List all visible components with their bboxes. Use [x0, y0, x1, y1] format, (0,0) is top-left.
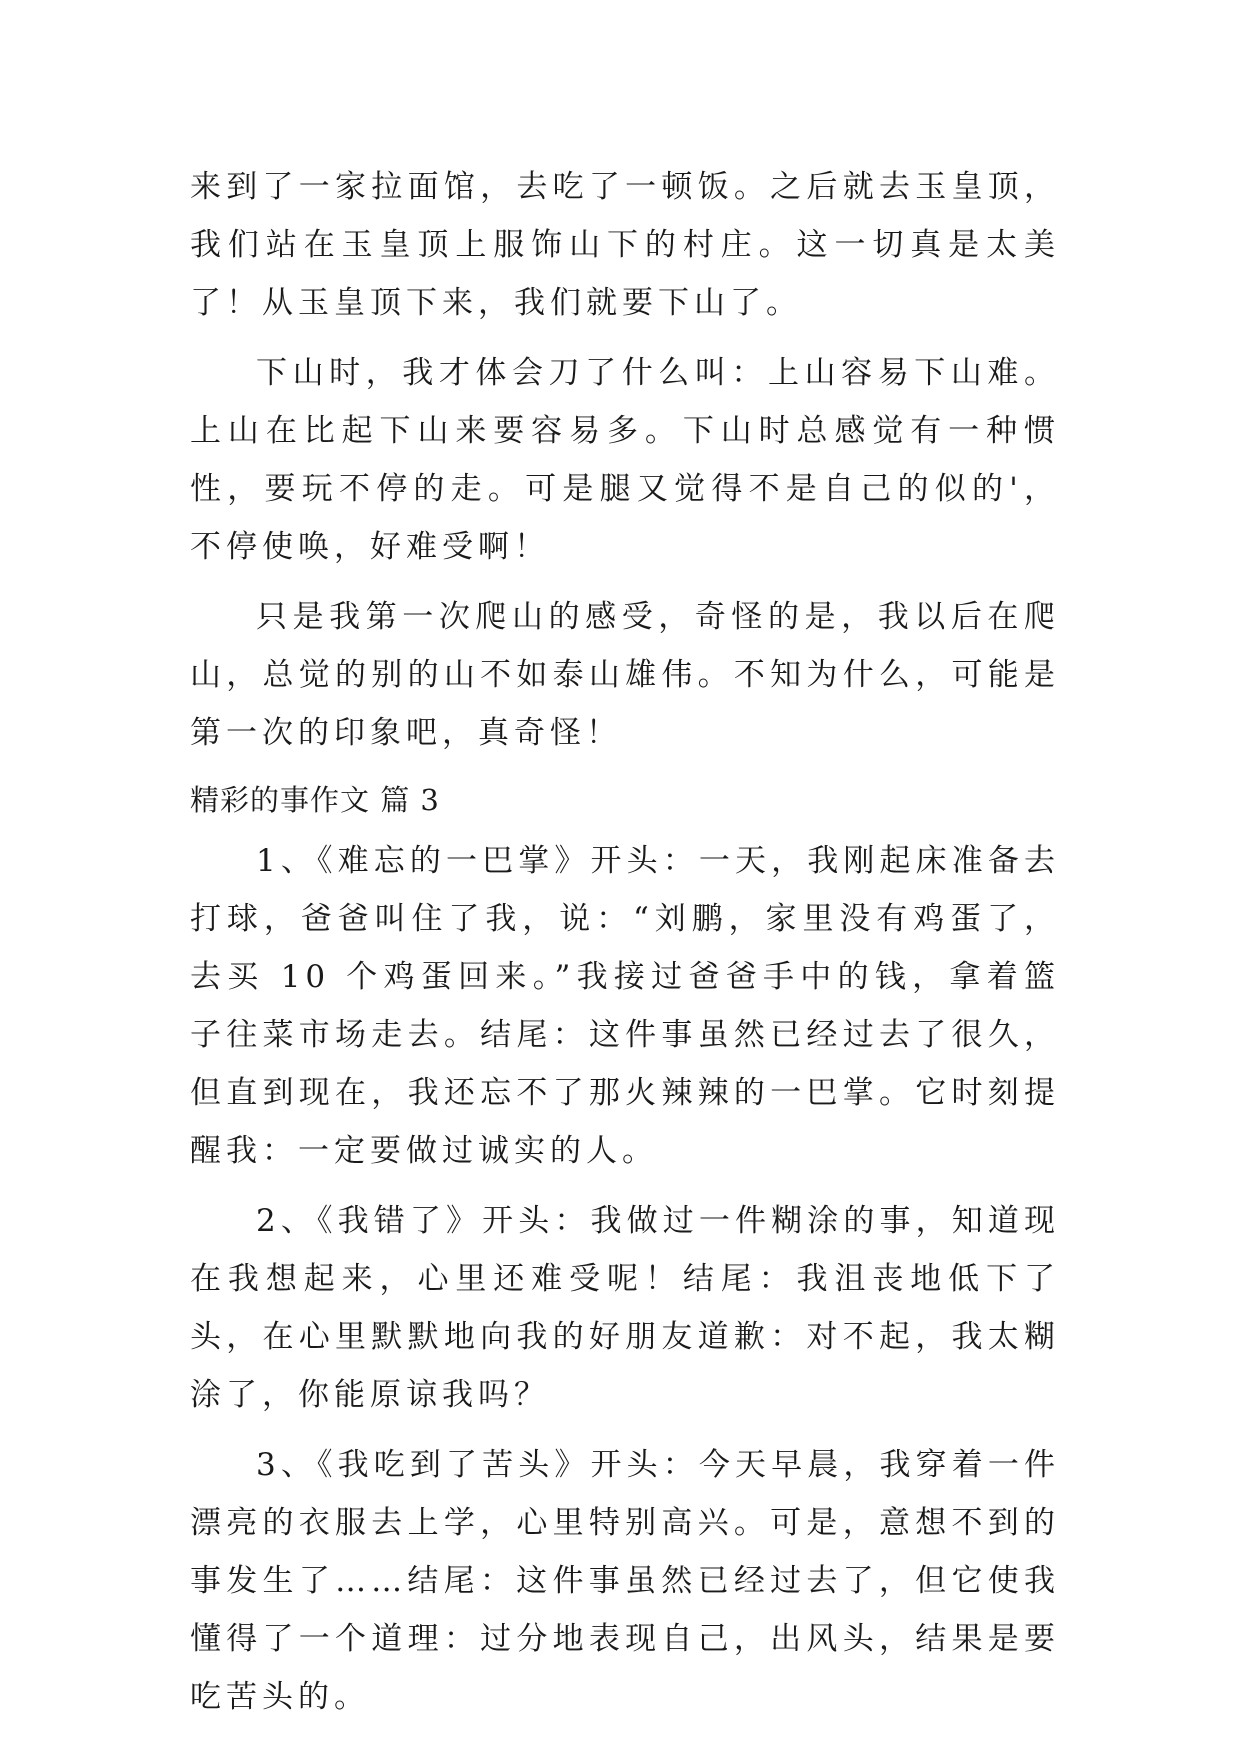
- paragraph-lunch-and-summit: 来到了一家拉面馆，去吃了一顿饭。之后就去玉皇顶，我们站在玉皇顶上服饰山下的村庄。这一切真是太美了！从玉皇顶下来，我们就要下山了。: [190, 169, 1060, 321]
- paragraph-example-3: 3、《我吃到了苦头》开头：今天早晨，我穿着一件漂亮的衣服去上学，心里特别高兴。可是，意想不到的事发生了……结尾：这件事虽然已经过去了，但它使我懂得了一个道理：过分地表现自己，出风头，结果是要吃苦头的。: [190, 1447, 1060, 1715]
- paragraph-example-1: 1、《难忘的一巴掌》开头：一天，我刚起床准备去打球，爸爸叫住了我，说：“刘鹏，家里没有鸡蛋了，去买 10 个鸡蛋回来。”我接过爸爸手中的钱，拿着篮子往菜市场走去。结尾：这件事虽然已经过去了很久，但直到现在，我还忘不了那火辣辣的一巴掌。它时刻提醒我：一定要做过诚实的人。: [190, 843, 1060, 1169]
- paragraph-descending-mountain: 下山时，我才体会刀了什么叫：上山容易下山难。上山在比起下山来要容易多。下山时总感觉有一种惯性，要玩不停的走。可是腿又觉得不是自己的似的'，不停使唤，好难受啊！: [190, 355, 1060, 565]
- paragraph-example-2: 2、《我错了》开头：我做过一件糊涂的事，知道现在我想起来，心里还难受呢！结尾：我沮丧地低下了头，在心里默默地向我的好朋友道歉：对不起，我太糊涂了，你能原谅我吗？: [190, 1203, 1060, 1413]
- section-title: 精彩的事作文 篇 3: [190, 783, 440, 817]
- paragraph-first-climb-impression: 只是我第一次爬山的感受，奇怪的是，我以后在爬山，总觉的别的山不如泰山雄伟。不知为什么，可能是第一次的印象吧，真奇怪！: [190, 599, 1060, 751]
- document-body: [190, 158, 1060, 1738]
